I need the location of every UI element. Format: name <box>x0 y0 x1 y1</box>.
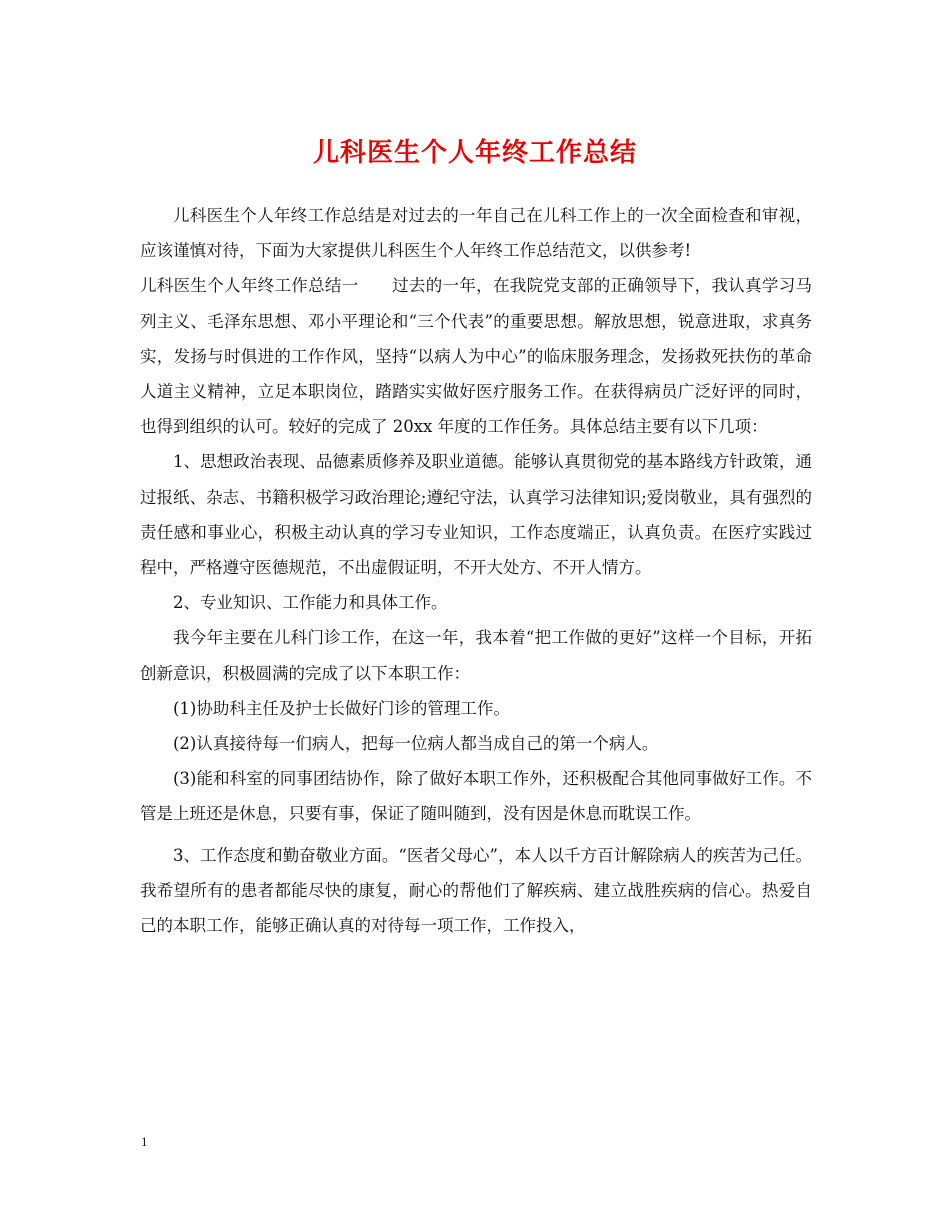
paragraph-item-1: 1、思想政治表现、品德素质修养及职业道德。能够认真贯彻党的基本路线方针政策，通过报纸、杂志、书籍积极学习政治理论;遵纪守法，认真学习法律知识;爱岗敬业，具有强烈的责任感和事业心，积极主动认真的学习专业知识，工作态度端正，认真负责。在医疗实践过程中，严格遵守医德规范，不出虚假证明，不开大处方、不开人情方。 <box>140 452 812 578</box>
paragraph-item-2-detail: 我今年主要在儿科门诊工作，在这一年，我本着“把工作做的更好”这样一个目标，开拓创新意识，积极圆满的完成了以下本职工作： <box>140 628 812 683</box>
paragraph-summary-one: 儿科医生个人年终工作总结一 过去的一年，在我院党支部的正确领导下，我认真学习马列主义、毛泽东思想、邓小平理论和“三个代表”的重要思想。解放思想，锐意进取，求真务实，发扬与时俱进的工作作风，坚持“以病人为中心”的临床服务理念，发扬救死扶伤的革命人道主义精神，立足本职岗位，踏踏实实做好医疗服务工作。在获得病员广泛好评的同时，也得到组织的认可。较好的完成了 20xx 年度的工作任务。具体总结主要有以下几项： <box>140 276 812 437</box>
paragraph-item-3: 3、工作态度和勤奋敬业方面。“医者父母心”，本人以千方百计解除病人的疾苦为己任。我希望所有的患者都能尽快的康复，耐心的帮他们了解疾病、建立战胜疾病的信心。热爱自己的本职工作，能够正确认真的对待每一项工作，工作投入， <box>140 845 812 936</box>
paragraph-intro: 儿科医生个人年终工作总结是对过去的一年自己在儿科工作上的一次全面检查和审视，应该谨慎对待，下面为大家提供儿科医生个人年终工作总结范文，以供参考! <box>140 206 812 261</box>
paragraph-item-2: 2、专业知识、工作能力和具体工作。 <box>173 593 448 613</box>
paragraph-subitem-1: (1)协助科主任及护士长做好门诊的管理工作。 <box>173 698 510 718</box>
document-body <box>140 198 812 943</box>
paragraph-subitem-2: (2)认真接待每一们病人，把每一位病人都当成自己的第一个病人。 <box>173 734 659 754</box>
paragraph-subitem-3: (3)能和科室的同事团结协作，除了做好本职工作外，还积极配合其他同事做好工作。不管是上班还是休息，只要有事，保证了随叫随到，没有因是休息而耽误工作。 <box>140 769 812 824</box>
page-number: 1 <box>141 1134 148 1149</box>
document-title: 儿科医生个人年终工作总结 <box>312 138 637 168</box>
